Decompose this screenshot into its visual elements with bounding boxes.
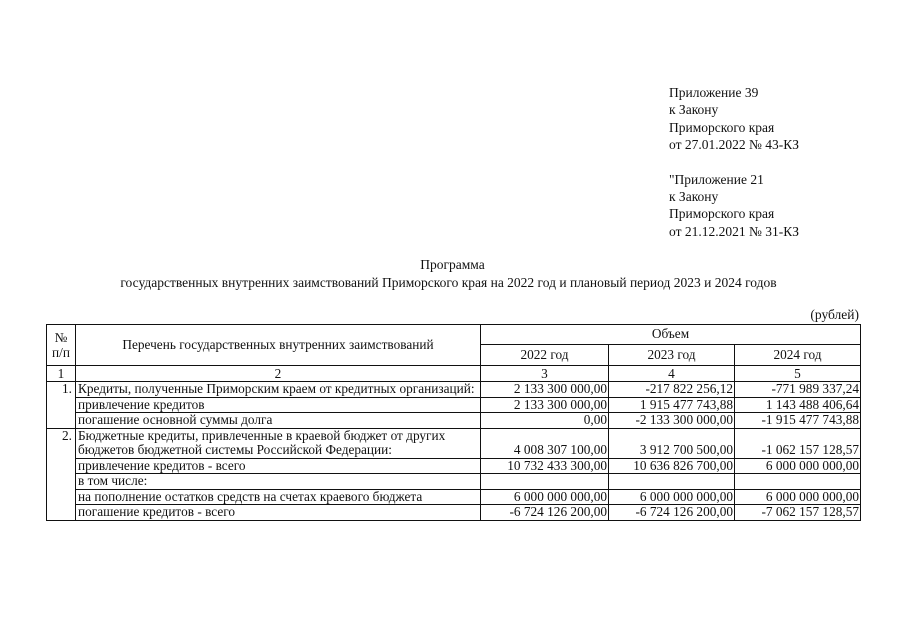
row-value-2023: 3 912 700 500,00 [609,428,735,458]
column-number: 3 [481,366,609,382]
title-line-2: государственных внутренних заимствований Приморского края на 2022 год и плановый период 2023 и 2024 годов [120,275,777,290]
appendix-line: "Приложение 21 [669,171,764,187]
row-value-2024: 6 000 000 000,00 [735,458,861,474]
header-year-2024: 2024 год [735,345,861,366]
appendix-line: от 27.01.2022 № 43-КЗ [669,137,799,153]
table-row [47,474,861,490]
row-value-2024: 6 000 000 000,00 [735,489,861,505]
table-row [47,382,861,398]
row-index: 2. [47,428,76,458]
row-index [47,413,76,429]
row-value-2023: 10 636 826 700,00 [609,458,735,474]
column-number: 5 [735,366,861,382]
appendix-line: Приморского края [669,119,775,135]
row-value-2022: -6 724 126 200,00 [481,505,609,521]
appendix-block-1 [669,84,799,154]
table-row [47,397,861,413]
row-value-2022: 10 732 433 300,00 [481,458,609,474]
header-year-2023: 2023 год [609,345,735,366]
row-name: Кредиты, полученные Приморским краем от кредитных организаций: [76,382,481,398]
units-label: (рублей) [810,307,859,322]
row-name: в том числе: [76,474,481,490]
header-year-2022: 2022 год [481,345,609,366]
row-name: Бюджетные кредиты, привлеченные в краевой бюджет от других бюджетов бюджетной системы Российской Федерации: [76,428,481,458]
row-value-2023 [609,474,735,490]
row-value-2022: 4 008 307 100,00 [481,428,609,458]
header-num: № п/п [47,325,76,366]
row-name: погашение основной суммы долга [76,413,481,429]
column-number: 1 [47,366,76,382]
column-number: 2 [76,366,481,382]
row-name: на пополнение остатков средств на счетах краевого бюджета [76,489,481,505]
row-value-2022: 6 000 000 000,00 [481,489,609,505]
appendix-line: Приложение 39 [669,85,759,100]
appendix-line: от 21.12.2021 № 31-КЗ [669,223,799,239]
row-value-2022: 0,00 [481,413,609,429]
row-index [47,397,76,413]
column-number: 4 [609,366,735,382]
title-line-1: Программа [420,257,485,272]
row-index [47,505,76,521]
table-row [47,489,861,505]
row-value-2022: 2 133 300 000,00 [481,382,609,398]
row-value-2024: -7 062 157 128,57 [735,505,861,521]
borrowings-table [46,324,861,521]
row-value-2023: 1 915 477 743,88 [609,397,735,413]
row-value-2023: -217 822 256,12 [609,382,735,398]
appendix-line: к Закону [669,189,719,205]
document-title [0,256,905,292]
row-value-2023: 6 000 000 000,00 [609,489,735,505]
table-row [47,505,861,521]
row-index [47,458,76,474]
row-index [47,489,76,505]
row-value-2022: 2 133 300 000,00 [481,397,609,413]
appendix-block-2 [669,171,799,241]
row-value-2024: -771 989 337,24 [735,382,861,398]
row-value-2024: -1 062 157 128,57 [735,428,861,458]
row-name: привлечение кредитов - всего [76,458,481,474]
appendix-header [669,84,799,257]
row-value-2024: 1 143 488 406,64 [735,397,861,413]
row-value-2022 [481,474,609,490]
row-index [47,474,76,490]
row-name: погашение кредитов - всего [76,505,481,521]
table-row [47,458,861,474]
row-index: 1. [47,382,76,398]
table-row [47,413,861,429]
header-name: Перечень государственных внутренних заимствований [76,325,481,366]
header-volume: Объем [481,325,861,345]
table-row [47,428,861,458]
row-name: привлечение кредитов [76,397,481,413]
row-value-2024: -1 915 477 743,88 [735,413,861,429]
row-value-2024 [735,474,861,490]
row-value-2023: -6 724 126 200,00 [609,505,735,521]
row-value-2023: -2 133 300 000,00 [609,413,735,429]
appendix-line: Приморского края [669,206,775,222]
appendix-line: к Закону [669,102,719,118]
